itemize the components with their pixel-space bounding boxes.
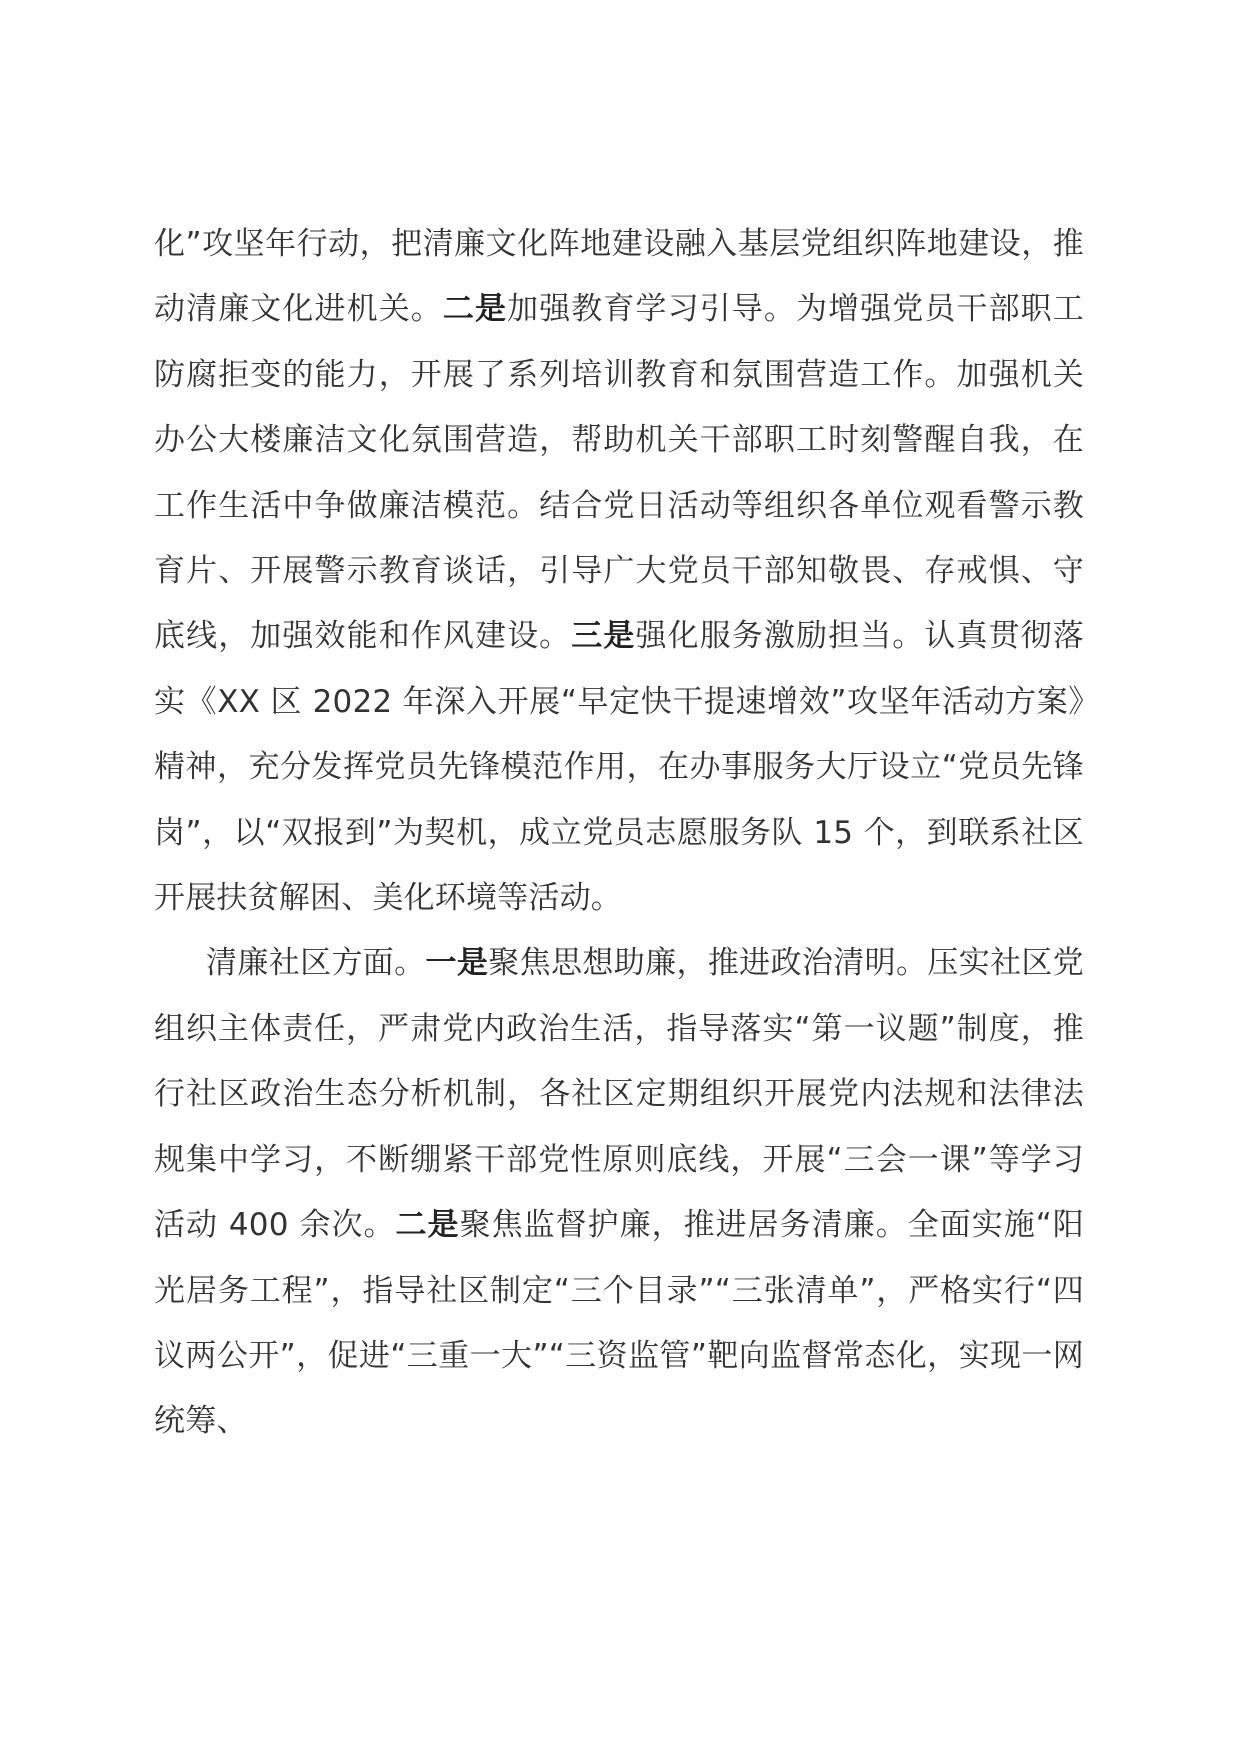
paragraph-text: 强化服务激励担当。认真贯彻落实《XX 区 2022 年深入开展“早定快干提速增效”攻坚年活动方案》精神，充分发挥党员先锋模范作用，在办事服务大厅设立“党员先锋岗”，以“双报到”为契机，成立党员志愿服务队 15 个，到联系社区开展扶贫解困、美化环境等活动。	[154, 618, 1084, 917]
bold-marker-second: 二是	[442, 291, 508, 328]
bold-marker-first: 一是	[425, 945, 489, 982]
paragraph-text: 化”攻坚年行动，把清廉文化阵地建设融入基层党组织阵地建设，推动清廉文化进机关。	[154, 226, 1084, 328]
paragraph-lead: 清廉社区方面。	[206, 945, 426, 982]
bold-marker-third: 三是	[571, 618, 636, 655]
bold-marker-second: 二是	[395, 1207, 460, 1244]
paragraph-clean-institutions-continued	[154, 212, 1084, 931]
paragraph-text: 聚焦思想助廉，推进政治清明。压实社区党组织主体责任，严肃党内政治生活，指导落实“第一议题”制度，推行社区政治生态分析机制，各社区定期组织开展党内法规和法律法规集中学习，不断绷紧干部党性原则底线，开展“三会一课”等学习活动 400 余次。	[154, 945, 1084, 1244]
paragraph-clean-community	[154, 931, 1084, 1454]
paragraph-text: 聚焦监督护廉，推进居务清廉。全面实施“阳光居务工程”，指导社区制定“三个目录”“三张清单”，严格实行“四议两公开”，促进“三重一大”“三资监管”靶向监督常态化，实现一网统筹、	[154, 1207, 1084, 1440]
document-body	[154, 212, 1084, 1455]
paragraph-text: 加强教育学习引导。为增强党员干部职工防腐拒变的能力，开展了系列培训教育和氛围营造工作。加强机关办公大楼廉洁文化氛围营造，帮助机关干部职工时刻警醒自我，在工作生活中争做廉洁模范。结合党日活动等组织各单位观看警示教育片、开展警示教育谈话，引导广大党员干部知敬畏、存戒惧、守底线，加强效能和作风建设。	[154, 291, 1084, 655]
